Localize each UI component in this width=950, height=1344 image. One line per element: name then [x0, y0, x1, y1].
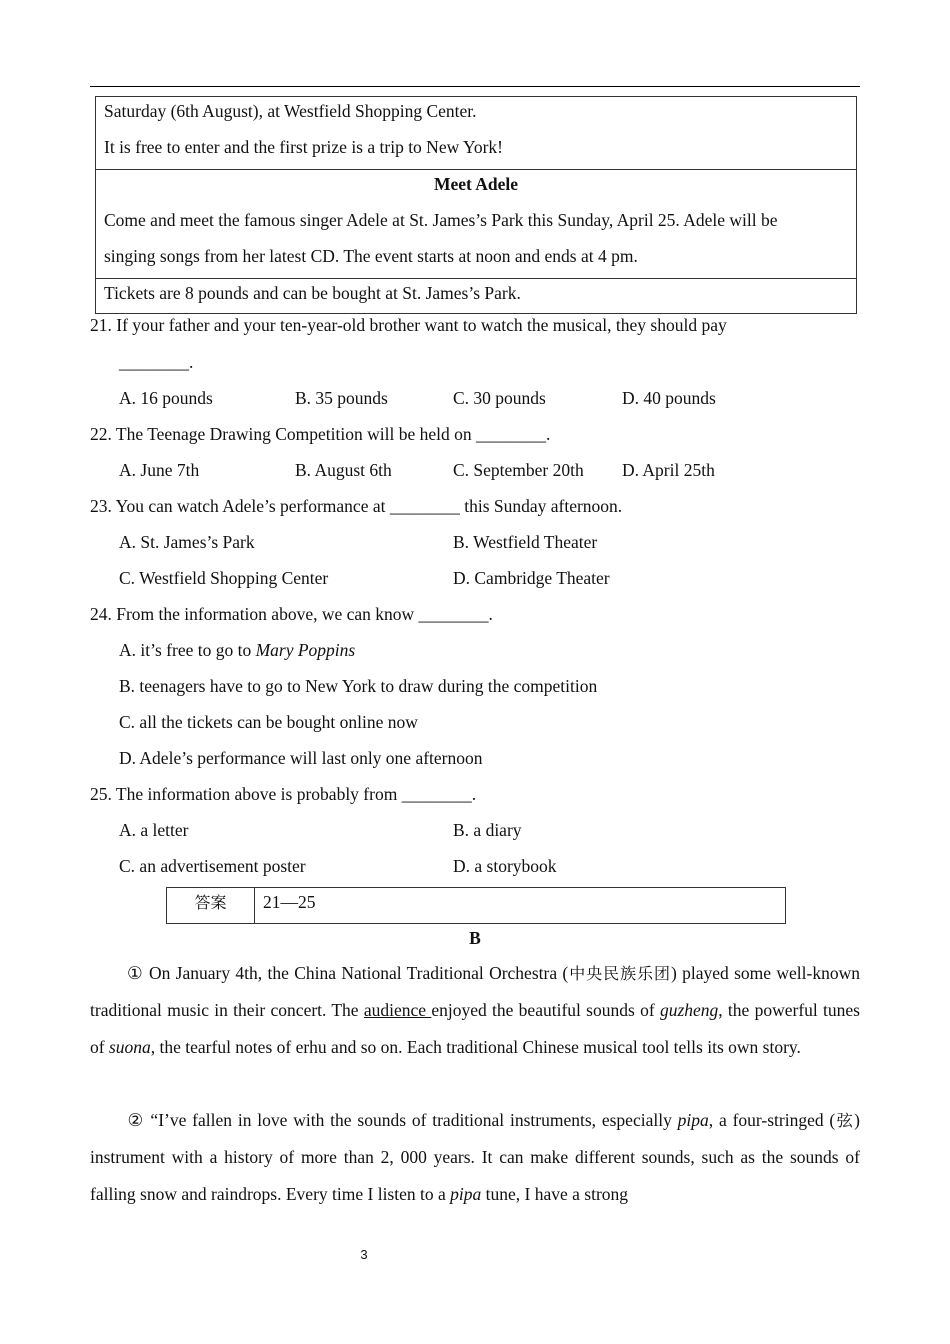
question-25-option-d[interactable]: D. a storybook — [453, 856, 557, 876]
chinese-orchestra-name: 中央民族乐团 — [568, 964, 671, 983]
question-23-option-c[interactable]: C. Westfield Shopping Center — [119, 568, 329, 588]
question-24-option-a-text: A. it’s free to go to — [119, 640, 256, 660]
question-22-option-d[interactable]: D. April 25th — [622, 460, 715, 480]
text-run: enjoyed the beautiful sounds of — [431, 1000, 660, 1020]
answer-label: 答案 — [167, 888, 255, 923]
question-23-option-b[interactable]: B. Westfield Theater — [453, 532, 598, 552]
question-24-option-d[interactable]: D. Adele’s performance will last only one afternoon — [119, 748, 483, 768]
text-run: ) instrument with a history of more than 2, 000 years. It can make different sounds, such as the sounds of falling snow and raindrops. Every time I listen to a — [90, 1110, 860, 1204]
competition-line: Saturday (6th August), at Westfield Shopping Center. — [104, 101, 477, 121]
text-run: tune, I have a strong — [481, 1184, 629, 1204]
question-24-stem: 24. From the information above, we can know ________. — [90, 604, 493, 624]
text-run: , a four-stringed ( — [708, 1110, 836, 1130]
question-21-blank: ________. — [119, 352, 194, 372]
adele-cell — [96, 169, 856, 278]
italic-suona: suona — [108, 1037, 151, 1057]
question-22-option-b[interactable]: B. August 6th — [295, 460, 392, 480]
text-run: ) played some well-known traditional music in their concert. The — [90, 963, 860, 1020]
question-23-stem: 23. You can watch Adele’s performance at ________ this Sunday afternoon. — [90, 496, 623, 516]
paragraph-1 — [90, 955, 860, 1066]
underlined-word-audience: audience — [363, 1000, 432, 1020]
question-23-option-a[interactable]: A. St. James’s Park — [119, 532, 255, 552]
italic-pipa: pipa — [450, 1184, 482, 1204]
answer-range: 21—25 — [263, 892, 316, 912]
text-run: , the tearful notes of erhu and so on. Each traditional Chinese musical tool tells its own story. — [150, 1037, 801, 1057]
paragraph-2 — [90, 1102, 860, 1213]
tickets-cell — [96, 278, 856, 313]
question-21-option-a[interactable]: A. 16 pounds — [119, 388, 213, 408]
question-25-option-c[interactable]: C. an advertisement poster — [119, 856, 306, 876]
question-24-option-a-title: Mary Poppins — [255, 640, 356, 660]
question-24-option-a[interactable] — [119, 636, 355, 664]
question-21-option-d[interactable]: D. 40 pounds — [622, 388, 716, 408]
section-title: B — [469, 928, 481, 948]
question-22-option-c[interactable]: C. September 20th — [453, 460, 584, 480]
adele-line: singing songs from her latest CD. The event starts at noon and ends at 4 pm. — [104, 246, 638, 266]
question-25-option-b[interactable]: B. a diary — [453, 820, 522, 840]
question-21-stem: 21. If your father and your ten-year-old brother want to watch the musical, they should pay — [90, 315, 727, 335]
question-21-option-b[interactable]: B. 35 pounds — [295, 388, 388, 408]
italic-guzheng: guzheng — [659, 1000, 719, 1020]
adele-title: Meet Adele — [433, 174, 519, 194]
tickets-line: Tickets are 8 pounds and can be bought at St. James’s Park. — [104, 283, 521, 303]
paragraph-1-marker: ① — [126, 963, 144, 983]
paragraph-2-marker: ② — [126, 1110, 145, 1130]
italic-pipa: pipa — [677, 1110, 709, 1130]
page-number: 3 — [360, 1247, 368, 1262]
text-run: , the powerful tunes of — [90, 1000, 860, 1057]
question-25-stem: 25. The information above is probably from ________. — [90, 784, 477, 804]
question-25-option-a[interactable]: A. a letter — [119, 820, 189, 840]
competition-line: It is free to enter and the first prize is a trip to New York! — [104, 137, 503, 157]
question-23-option-d[interactable]: D. Cambridge Theater — [453, 568, 610, 588]
question-21-option-c[interactable]: C. 30 pounds — [453, 388, 546, 408]
chinese-string-char: 弦 — [835, 1111, 855, 1130]
answer-table — [166, 887, 786, 924]
top-rule — [90, 86, 860, 87]
question-24-option-b[interactable]: B. teenagers have to go to New York to draw during the competition — [119, 676, 598, 696]
ad-table — [95, 96, 857, 314]
adele-line: Come and meet the famous singer Adele at St. James’s Park this Sunday, April 25. Adele will be — [104, 210, 778, 230]
text-run: On January 4th, the China National Traditional Orchestra ( — [143, 963, 569, 983]
question-22-stem: 22. The Teenage Drawing Competition will be held on ________. — [90, 424, 551, 444]
competition-cell — [96, 97, 856, 169]
question-24-option-c[interactable]: C. all the tickets can be bought online now — [119, 712, 418, 732]
question-22-option-a[interactable]: A. June 7th — [119, 460, 200, 480]
text-run: “I’ve fallen in love with the sounds of traditional instruments, especially — [144, 1110, 678, 1130]
